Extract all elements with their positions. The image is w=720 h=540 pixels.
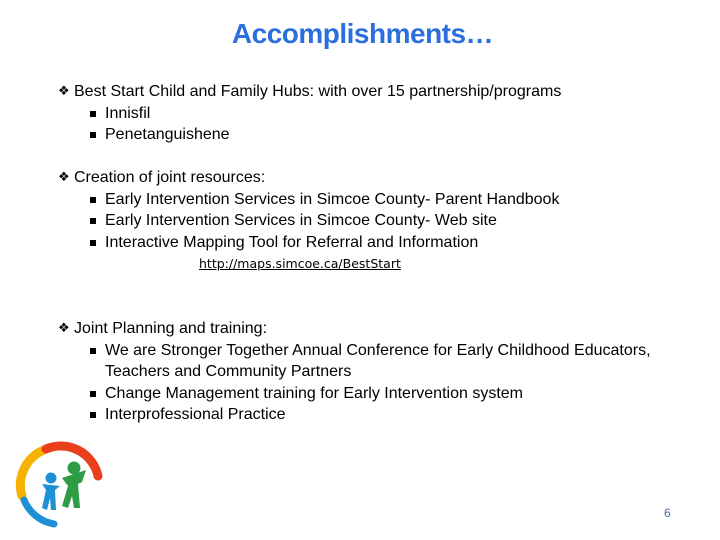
square-bullet-icon [90,240,96,246]
section-heading-text: Joint Planning and training: [74,320,268,337]
list-item: We are Stronger Together Annual Conference for Early Childhood Educators, Teachers and Community Partners [90,340,665,383]
section-heading [58,317,708,340]
section-heading-text: Best Start Child and Family Hubs: with over 15 partnership/programs [74,83,562,100]
list-item: Penetanguishene [90,124,665,146]
square-bullet-icon [90,111,96,117]
square-bullet-icon [90,132,96,138]
list-item: Early Intervention Services in Simcoe County- Parent Handbook [90,189,665,211]
page-number: 6 [664,506,671,520]
square-bullet-icon [90,391,96,397]
list-item: Innisfil [90,103,665,125]
section-heading [58,80,708,103]
diamond-bullet-icon: ❖ [58,320,70,335]
section-heading [58,166,708,189]
square-bullet-icon [90,218,96,224]
list-item: Early Intervention Services in Simcoe County- Web site [90,210,665,232]
slide-title: Accomplishments… [231,18,494,49]
square-bullet-icon [90,197,96,203]
logo-child-figure-blue [42,473,60,511]
logo-child-figure-green [62,462,86,509]
mapping-tool-link[interactable]: http://maps.simcoe.ca/BestStart [199,256,401,271]
section-resources [58,166,708,271]
square-bullet-icon [90,412,96,418]
section-heading-text: Creation of joint resources: [74,169,266,186]
list-item: Change Management training for Early Intervention system [90,383,665,405]
square-bullet-icon [90,348,96,354]
section-joint-planning [58,317,708,426]
hub-logo-icon [14,438,104,528]
list-item: Interprofessional Practice [90,404,665,426]
diamond-bullet-icon: ❖ [58,169,70,184]
logo-arc-yellow [20,450,44,496]
list-item: Interactive Mapping Tool for Referral and Information [90,232,665,254]
diamond-bullet-icon: ❖ [58,83,70,98]
logo-arc-blue [24,500,54,524]
section-hubs [58,80,708,146]
